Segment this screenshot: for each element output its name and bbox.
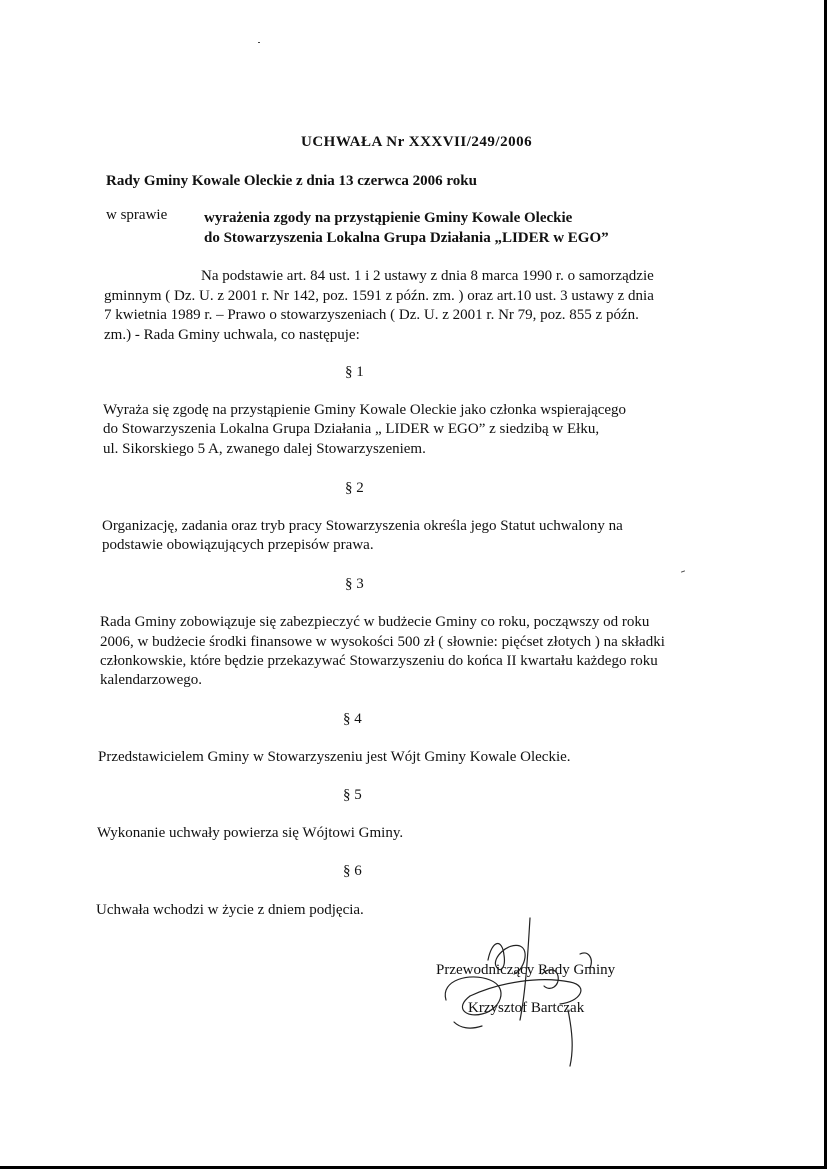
subject-label: w sprawie [106, 207, 168, 223]
document-subtitle: Rady Gminy Kowale Oleckie z dnia 13 czerwca 2006 roku [106, 173, 477, 189]
section-heading: § 3 [345, 576, 364, 592]
section-line: Rada Gminy zobowiązuje się zabezpieczyć w budżecie Gminy co roku, począwszy od roku [100, 614, 650, 630]
preamble-line: Na podstawie art. 84 ust. 1 i 2 ustawy z dnia 8 marca 1990 r. o samorządzie [201, 268, 654, 284]
scan-speck [258, 42, 260, 43]
preamble-line: zm.) - Rada Gminy uchwala, co następuje: [104, 327, 360, 343]
section-heading: § 5 [343, 787, 362, 803]
subject-line: do Stowarzyszenia Lokalna Grupa Działania „LIDER w EGO” [204, 230, 609, 246]
section-line: do Stowarzyszenia Lokalna Grupa Działania „ LIDER w EGO” z siedzibą w Ełku, [103, 421, 600, 437]
section-heading: § 2 [345, 480, 364, 496]
section-line: ul. Sikorskiego 5 A, zwanego dalej Stowarzyszeniem. [103, 441, 426, 457]
section-line: kalendarzowego. [100, 672, 203, 688]
preamble-line: gminnym ( Dz. U. z 2001 r. Nr 142, poz. 1591 z późn. zm. ) oraz art.10 ust. 3 ustawy z dnia [104, 288, 654, 304]
section-line: Wykonanie uchwały powierza się Wójtowi Gminy. [97, 825, 404, 841]
section-line: podstawie obowiązujących przepisów prawa. [102, 537, 374, 553]
document-title: UCHWAŁA Nr XXXVII/249/2006 [301, 134, 533, 150]
section-line: członkowskie, które będzie przekazywać Stowarzyszeniu do końca II kwartału każdego roku [100, 653, 658, 669]
subject-line: wyrażenia zgody na przystąpienie Gminy Kowale Oleckie [204, 210, 573, 226]
section-line: 2006, w budżecie środki finansowe w wysokości 500 zł ( słownie: pięćset złotych ) na składki [100, 634, 665, 650]
section-line: Uchwała wchodzi w życie z dniem podjęcia. [96, 902, 364, 918]
signature-role: Przewodniczący Rady Gminy [436, 962, 616, 978]
section-heading: § 1 [345, 364, 364, 380]
section-heading: § 6 [343, 863, 362, 879]
section-heading: § 4 [343, 711, 362, 727]
section-line: Przedstawicielem Gminy w Stowarzyszeniu jest Wójt Gminy Kowale Oleckie. [98, 749, 571, 765]
section-line: Organizację, zadania oraz tryb pracy Stowarzyszenia określa jego Statut uchwalony na [102, 518, 623, 534]
scan-speck [681, 570, 685, 572]
section-line: Wyraża się zgodę na przystąpienie Gminy Kowale Oleckie jako członka wspierającego [103, 402, 627, 418]
handwritten-signature [430, 910, 630, 1070]
signature-name: Krzysztof Bartczak [468, 1000, 585, 1016]
preamble-line: 7 kwietnia 1989 r. – Prawo o stowarzyszeniach ( Dz. U. z 2001 r. Nr 79, poz. 855 z późn. [104, 307, 639, 323]
